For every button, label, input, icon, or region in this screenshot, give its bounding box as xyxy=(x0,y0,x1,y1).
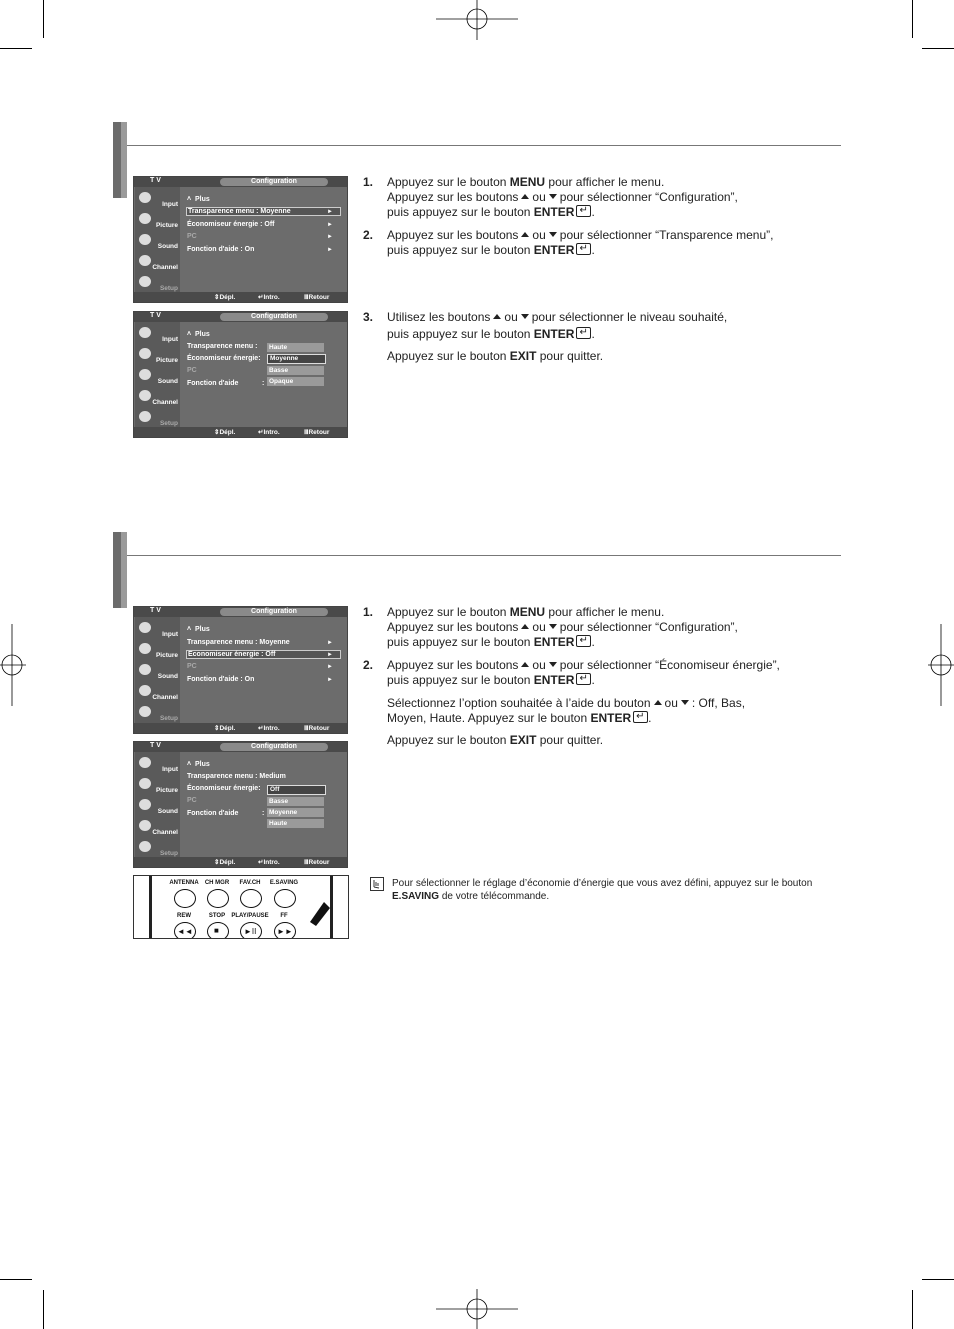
crop-mark xyxy=(912,0,913,38)
tv-label: T V xyxy=(150,177,161,184)
tv-menu-screen xyxy=(133,311,348,438)
footer-return: ⅢRetour xyxy=(304,294,330,301)
picture-icon xyxy=(139,213,151,224)
menu-sidebar xyxy=(135,617,180,724)
crop-mark xyxy=(0,1279,32,1280)
up-arrow-icon xyxy=(521,194,529,199)
sidebar-item-channel[interactable]: Channel xyxy=(135,387,180,408)
menu-colon: : xyxy=(262,810,265,817)
sidebar-item-channel[interactable]: Channel xyxy=(135,252,180,273)
setup-icon xyxy=(139,276,151,287)
footer-move: ⇕Dépl. xyxy=(214,725,236,732)
menu-title: Configuration xyxy=(220,743,328,751)
text-line: Appuyez sur le bouton EXIT pour quitter. xyxy=(387,349,604,363)
tv-menu-screen xyxy=(133,176,348,303)
sidebar-item-channel[interactable]: Channel xyxy=(135,817,180,838)
channel-icon xyxy=(139,390,151,401)
pointer-arrow-icon xyxy=(302,898,332,928)
sidebar-item-input[interactable]: Input xyxy=(135,324,180,345)
down-arrow-icon xyxy=(549,194,557,199)
registration-mark-icon xyxy=(436,1289,518,1329)
remote-edge xyxy=(149,876,152,938)
channel-icon xyxy=(139,685,151,696)
sidebar-item-setup[interactable]: Setup xyxy=(135,273,180,294)
step-2-text xyxy=(387,228,773,258)
menu-sidebar xyxy=(135,187,180,293)
text-line: puis appuyez sur le bouton ENTER↵ . xyxy=(387,205,738,220)
text-line: Pour sélectionner le réglage d’économie d’énergie que vous avez défini, appuyez sur le bouton xyxy=(392,878,813,889)
up-arrow-icon xyxy=(654,700,662,705)
up-arrow-icon xyxy=(521,662,529,667)
menu-sidebar xyxy=(135,752,180,858)
antenna-button[interactable] xyxy=(174,889,196,908)
registration-mark-icon xyxy=(0,624,26,706)
enter-icon xyxy=(576,635,591,647)
e-saving-button[interactable] xyxy=(274,889,296,908)
rewind-icon: ◄◄ xyxy=(177,927,193,936)
crop-mark xyxy=(922,48,954,49)
crop-mark xyxy=(43,0,44,38)
menu-title: Configuration xyxy=(220,313,328,321)
step-3-text xyxy=(387,310,727,364)
section-marker xyxy=(113,122,121,198)
step-1-text xyxy=(387,605,738,650)
menu-sidebar xyxy=(135,322,180,428)
antenna-label: ANTENNA xyxy=(169,880,199,886)
footer-move: ⇕Dépl. xyxy=(214,859,236,866)
sound-icon xyxy=(139,369,151,380)
crop-mark xyxy=(43,1290,44,1329)
sound-icon xyxy=(139,799,151,810)
remote-control-illustration xyxy=(133,875,349,939)
footer-enter: ↵Intro. xyxy=(258,294,280,301)
section-rule xyxy=(127,145,841,146)
setup-icon xyxy=(139,706,151,717)
text-line: Utilisez les boutons ou pour sélectionner le niveau souhaité, xyxy=(387,310,728,324)
section-marker xyxy=(121,122,127,198)
sidebar-item-picture[interactable]: Picture xyxy=(135,345,180,366)
crop-mark xyxy=(912,1290,913,1329)
menu-row[interactable]: Transparence menu : xyxy=(187,343,258,350)
menu-row[interactable]: PC xyxy=(187,663,197,670)
ch-mgr-button[interactable] xyxy=(207,889,229,908)
enter-icon xyxy=(576,327,591,339)
menu-plus[interactable]: ˄ Plus xyxy=(187,331,210,338)
footer-return: ⅢRetour xyxy=(304,859,330,866)
setup-icon xyxy=(139,841,151,852)
sidebar-item-setup[interactable]: Setup xyxy=(135,703,180,724)
down-arrow-icon xyxy=(521,314,529,319)
step-1-text xyxy=(387,175,738,220)
text-line: Appuyez sur les boutons ou pour sélectionner “Configuration”, xyxy=(387,190,738,204)
text-line: puis appuyez sur le bouton ENTER↵ . xyxy=(387,673,780,688)
sidebar-item-input[interactable]: Input xyxy=(135,754,180,775)
sidebar-item-sound[interactable]: Sound xyxy=(135,796,180,817)
ch-mgr-label: CH MGR xyxy=(204,880,230,886)
picture-icon xyxy=(139,778,151,789)
tv-label: T V xyxy=(150,607,161,614)
text-line: puis appuyez sur le bouton ENTER↵ . xyxy=(387,327,727,342)
text-line: Appuyez sur le bouton MENU pour afficher le menu. xyxy=(387,605,665,619)
tv-label: T V xyxy=(150,312,161,319)
channel-icon xyxy=(139,255,151,266)
tv-menu-screen xyxy=(133,606,348,734)
e-saving-label: E.SAVING xyxy=(269,880,299,886)
option-item-selected[interactable]: Off xyxy=(267,785,326,795)
right-arrow-icon: ► xyxy=(327,247,333,253)
menu-row[interactable]: PC xyxy=(187,797,197,804)
crop-mark xyxy=(0,48,32,49)
text-line: E.SAVING de votre télécommande. xyxy=(392,891,550,902)
text-line: puis appuyez sur le bouton ENTER↵ . xyxy=(387,243,773,258)
enter-icon xyxy=(576,205,591,217)
text-line: Appuyez sur le bouton EXIT pour quitter. xyxy=(387,733,604,747)
input-icon xyxy=(139,622,151,633)
rew-label: REW xyxy=(177,913,191,919)
right-arrow-icon: ► xyxy=(327,234,333,240)
menu-plus[interactable]: ˄ Plus xyxy=(187,761,210,768)
menu-row[interactable]: Économiseur énergie: xyxy=(187,785,261,792)
down-arrow-icon xyxy=(681,700,689,705)
footer-return: ⅢRetour xyxy=(304,725,330,732)
text-line: Moyen, Haute. Appuyez sur le bouton ENTER↵ . xyxy=(387,711,780,726)
option-item[interactable]: Basse xyxy=(267,366,324,375)
enter-icon xyxy=(633,711,648,723)
sidebar-item-sound[interactable]: Sound xyxy=(135,366,180,387)
right-arrow-icon: ► xyxy=(327,664,333,670)
sound-icon xyxy=(139,234,151,245)
text-line: Appuyez sur le bouton MENU pour afficher le menu. xyxy=(387,175,665,189)
text-line: Sélectionnez l’option souhaitée à l’aide du bouton ou : Off, Bas, xyxy=(387,696,746,710)
sidebar-item-input[interactable]: Input xyxy=(135,189,180,210)
down-arrow-icon xyxy=(549,662,557,667)
sidebar-item-picture[interactable]: Picture xyxy=(135,775,180,796)
input-icon xyxy=(139,757,151,768)
option-item[interactable]: Haute xyxy=(267,819,324,828)
menu-title: Configuration xyxy=(220,608,328,616)
step-number: 1. xyxy=(363,175,374,189)
note-icon xyxy=(370,877,384,891)
menu-row[interactable]: Economiseur énergie : Off xyxy=(186,650,341,659)
right-arrow-icon: ► xyxy=(327,677,333,683)
stop-icon: ■ xyxy=(214,926,219,935)
footer-move: ⇕Dépl. xyxy=(214,294,236,301)
up-arrow-icon xyxy=(521,624,529,629)
menu-colon: : xyxy=(262,380,265,387)
footer-enter: ↵Intro. xyxy=(258,429,280,436)
note-text xyxy=(392,877,812,903)
fav-ch-button[interactable] xyxy=(240,889,262,908)
step-number: 1. xyxy=(363,605,374,619)
up-arrow-icon xyxy=(521,232,529,237)
menu-row[interactable]: Fonction d'aide xyxy=(187,810,239,817)
option-item[interactable]: Basse xyxy=(267,797,324,806)
sound-icon xyxy=(139,664,151,675)
menu-row[interactable]: Fonction d'aide : On xyxy=(187,676,255,683)
crop-mark xyxy=(922,1279,954,1280)
sidebar-item-sound[interactable]: Sound xyxy=(135,231,180,252)
registration-mark-icon xyxy=(928,624,954,706)
step-number: 2. xyxy=(363,228,374,242)
option-item-selected[interactable]: Moyenne xyxy=(267,354,326,364)
menu-row[interactable]: PC xyxy=(187,233,197,240)
right-arrow-icon: ► xyxy=(327,640,333,646)
right-arrow-icon: ► xyxy=(327,652,333,658)
stop-label: STOP xyxy=(208,913,226,919)
text-line: puis appuyez sur le bouton ENTER↵ . xyxy=(387,635,738,650)
fast-forward-icon: ►► xyxy=(277,927,293,936)
menu-row[interactable]: Transparence menu : Moyenne xyxy=(187,639,290,646)
sidebar-item-setup[interactable]: Setup xyxy=(135,838,180,859)
menu-row[interactable]: Économiseur énergie : Off xyxy=(187,221,275,228)
menu-row[interactable]: Transparence menu : Medium xyxy=(187,773,286,780)
channel-icon xyxy=(139,820,151,831)
right-arrow-icon: ► xyxy=(327,209,333,215)
footer-return: ⅢRetour xyxy=(304,429,330,436)
right-arrow-icon: ► xyxy=(327,222,333,228)
footer-enter: ↵Intro. xyxy=(258,725,280,732)
play-pause-icon: ►II xyxy=(244,927,257,936)
sidebar-item-channel[interactable]: Channel xyxy=(135,682,180,703)
footer-move: ⇕Dépl. xyxy=(214,429,236,436)
step-number: 3. xyxy=(363,310,374,324)
option-item[interactable]: Moyenne xyxy=(267,808,324,817)
registration-mark-icon xyxy=(436,0,518,40)
footer-enter: ↵Intro. xyxy=(258,859,280,866)
up-arrow-icon xyxy=(493,314,501,319)
fav-ch-label: FAV.CH xyxy=(239,880,261,886)
text-line: Appuyez sur les boutons ou pour sélectionner “Économiseur énergie”, xyxy=(387,658,780,672)
menu-plus[interactable]: ˄ Plus xyxy=(187,196,210,203)
menu-title: Configuration xyxy=(220,178,328,186)
menu-row[interactable]: Fonction d'aide : On xyxy=(187,246,255,253)
sidebar-item-input[interactable]: Input xyxy=(135,619,180,640)
ff-label: FF xyxy=(280,913,288,919)
tv-label: T V xyxy=(150,742,161,749)
input-icon xyxy=(139,192,151,203)
sidebar-item-setup[interactable]: Setup xyxy=(135,408,180,429)
text-line: Appuyez sur les boutons ou pour sélectionner “Configuration”, xyxy=(387,620,738,634)
section-marker xyxy=(121,532,127,608)
picture-icon xyxy=(139,348,151,359)
step-number: 2. xyxy=(363,658,374,672)
setup-icon xyxy=(139,411,151,422)
text-line: Appuyez sur les boutons ou pour sélectionner “Transparence menu”, xyxy=(387,228,774,242)
picture-icon xyxy=(139,643,151,654)
menu-plus[interactable]: ˄ Plus xyxy=(187,626,210,633)
section-rule xyxy=(127,555,841,556)
option-item[interactable]: Opaque xyxy=(267,377,324,386)
play-pause-label: PLAY/PAUSE xyxy=(231,913,269,919)
tv-menu-screen xyxy=(133,741,348,868)
sidebar-item-picture[interactable]: Picture xyxy=(135,210,180,231)
enter-icon xyxy=(576,243,591,255)
sidebar-item-picture[interactable]: Picture xyxy=(135,640,180,661)
section-marker xyxy=(113,532,121,608)
menu-row[interactable]: Fonction d'aide xyxy=(187,380,239,387)
step-2-text xyxy=(387,658,780,748)
input-icon xyxy=(139,327,151,338)
down-arrow-icon xyxy=(549,624,557,629)
menu-row[interactable]: Économiseur énergie: xyxy=(187,355,261,362)
option-item[interactable]: Haute xyxy=(267,343,324,352)
enter-icon xyxy=(576,673,591,685)
menu-row[interactable]: PC xyxy=(187,367,197,374)
menu-row[interactable]: Transparence menu : Moyenne xyxy=(186,207,341,216)
down-arrow-icon xyxy=(549,232,557,237)
sidebar-item-sound[interactable]: Sound xyxy=(135,661,180,682)
